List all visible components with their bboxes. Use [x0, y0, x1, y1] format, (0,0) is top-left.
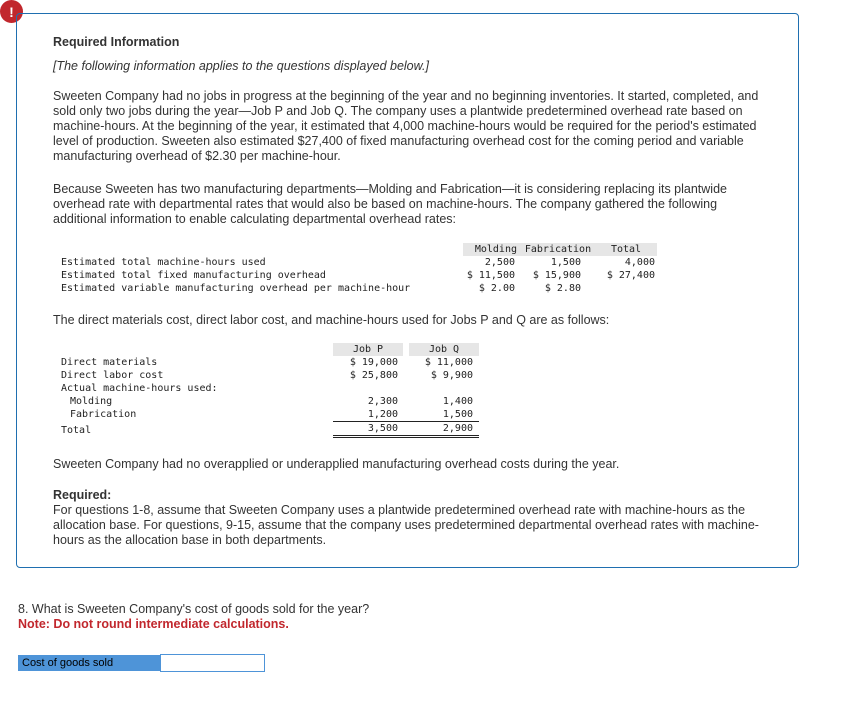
cell-job-p: 2,300	[367, 396, 398, 407]
row-label: Total	[61, 424, 92, 436]
cell-fabrication: 1,500	[550, 257, 581, 268]
cell-total: 4,000	[624, 257, 655, 268]
cell-molding: 2,500	[484, 257, 515, 268]
cell-job-q: 2,900	[406, 422, 479, 437]
cell-total: $ 27,400	[606, 270, 655, 281]
row-label: Actual machine-hours used:	[61, 383, 218, 394]
cell-job-p: $ 19,000	[349, 357, 398, 368]
row-label: Estimated variable manufacturing overhead per machine-hour	[61, 283, 411, 294]
cell-job-q: $ 9,900	[430, 370, 473, 381]
job-table	[61, 343, 479, 438]
row-label: Estimated total machine-hours used	[61, 257, 266, 268]
cost-of-goods-sold-input[interactable]	[160, 654, 265, 672]
question-text: 8. What is Sweeten Company's cost of goods sold for the year?	[18, 602, 370, 616]
question-note: Note: Do not round intermediate calculations.	[18, 617, 289, 631]
row-label: Direct materials	[61, 357, 158, 368]
paragraph-4: Sweeten Company had no overapplied or underapplied manufacturing overhead costs during the year.	[53, 457, 620, 471]
intro-note: [The following information applies to the questions displayed below.]	[53, 59, 429, 73]
cell-molding: $ 11,500	[466, 270, 515, 281]
col-header-job-p: Job P	[333, 343, 406, 356]
paragraph-1: Sweeten Company had no jobs in progress at the beginning of the year and no beginning inventories. It started, completed, and sold only two jobs during the year—Job P and Job Q. The company uses a plantwide predetermined overhead rate based on machine-hours. At the beginning of the year, it estimated that 4,000 machine-hours would be required for the period's estimated level of production. Sweeten also estimated $27,400 of fixed manufacturing overhead cost for the coming period and variable manufacturing overhead of $2.30 per machine-hour.	[53, 89, 759, 163]
table-row	[61, 422, 479, 437]
cell-molding: $ 2.00	[478, 283, 515, 294]
required-label: Required:	[53, 488, 112, 502]
col-header-job-q: Job Q	[406, 343, 479, 356]
col-header-fabrication: Fabrication	[521, 243, 595, 256]
row-label: Estimated total fixed manufacturing overhead	[61, 270, 326, 281]
table-row	[61, 356, 479, 369]
row-label: Molding	[70, 396, 113, 407]
row-label: Direct labor cost	[61, 370, 164, 381]
cell-job-q: 1,400	[442, 396, 473, 407]
table-row	[61, 369, 479, 382]
cell-fabrication: $ 2.80	[544, 283, 581, 294]
required-information-heading: Required Information	[53, 35, 180, 49]
row-label: Fabrication	[70, 409, 137, 421]
col-header-molding: Molding	[463, 243, 521, 256]
table-row	[61, 269, 657, 282]
cell-job-p	[333, 382, 406, 395]
cell-job-q	[406, 382, 479, 395]
answer-row	[18, 654, 265, 672]
cell-job-p: $ 25,800	[349, 370, 398, 381]
cell-total	[595, 282, 657, 295]
table-row	[61, 408, 479, 422]
cell-job-q: 1,500	[406, 408, 479, 422]
cell-fabrication: $ 15,900	[532, 270, 581, 281]
table-row	[61, 282, 657, 295]
table-row	[61, 256, 657, 269]
paragraph-3: The direct materials cost, direct labor cost, and machine-hours used for Jobs P and Q are as follows:	[53, 313, 610, 327]
cell-job-q: $ 11,000	[424, 357, 473, 368]
table-row	[61, 382, 479, 395]
department-table	[61, 243, 657, 295]
answer-label: Cost of goods sold	[18, 655, 160, 671]
alert-icon: !	[0, 0, 23, 23]
cell-job-p: 1,200	[333, 408, 406, 422]
table-row	[61, 395, 479, 408]
paragraph-2: Because Sweeten has two manufacturing departments—Molding and Fabrication—it is considering replacing its plantwide overhead rate with departmental rates that would also be based on machine-hours. The company gathered the following additional information to enable calculating departmental overhead rates:	[53, 182, 727, 226]
cell-job-p: 3,500	[333, 422, 406, 437]
col-header-total: Total	[595, 243, 657, 256]
required-text: For questions 1-8, assume that Sweeten Company uses a plantwide predetermined overhead rate with machine-hours as the allocation base. For questions, 9-15, assume that the company uses predetermined departmental overhead rates with machine-hours as the allocation base in both departments.	[53, 503, 759, 547]
